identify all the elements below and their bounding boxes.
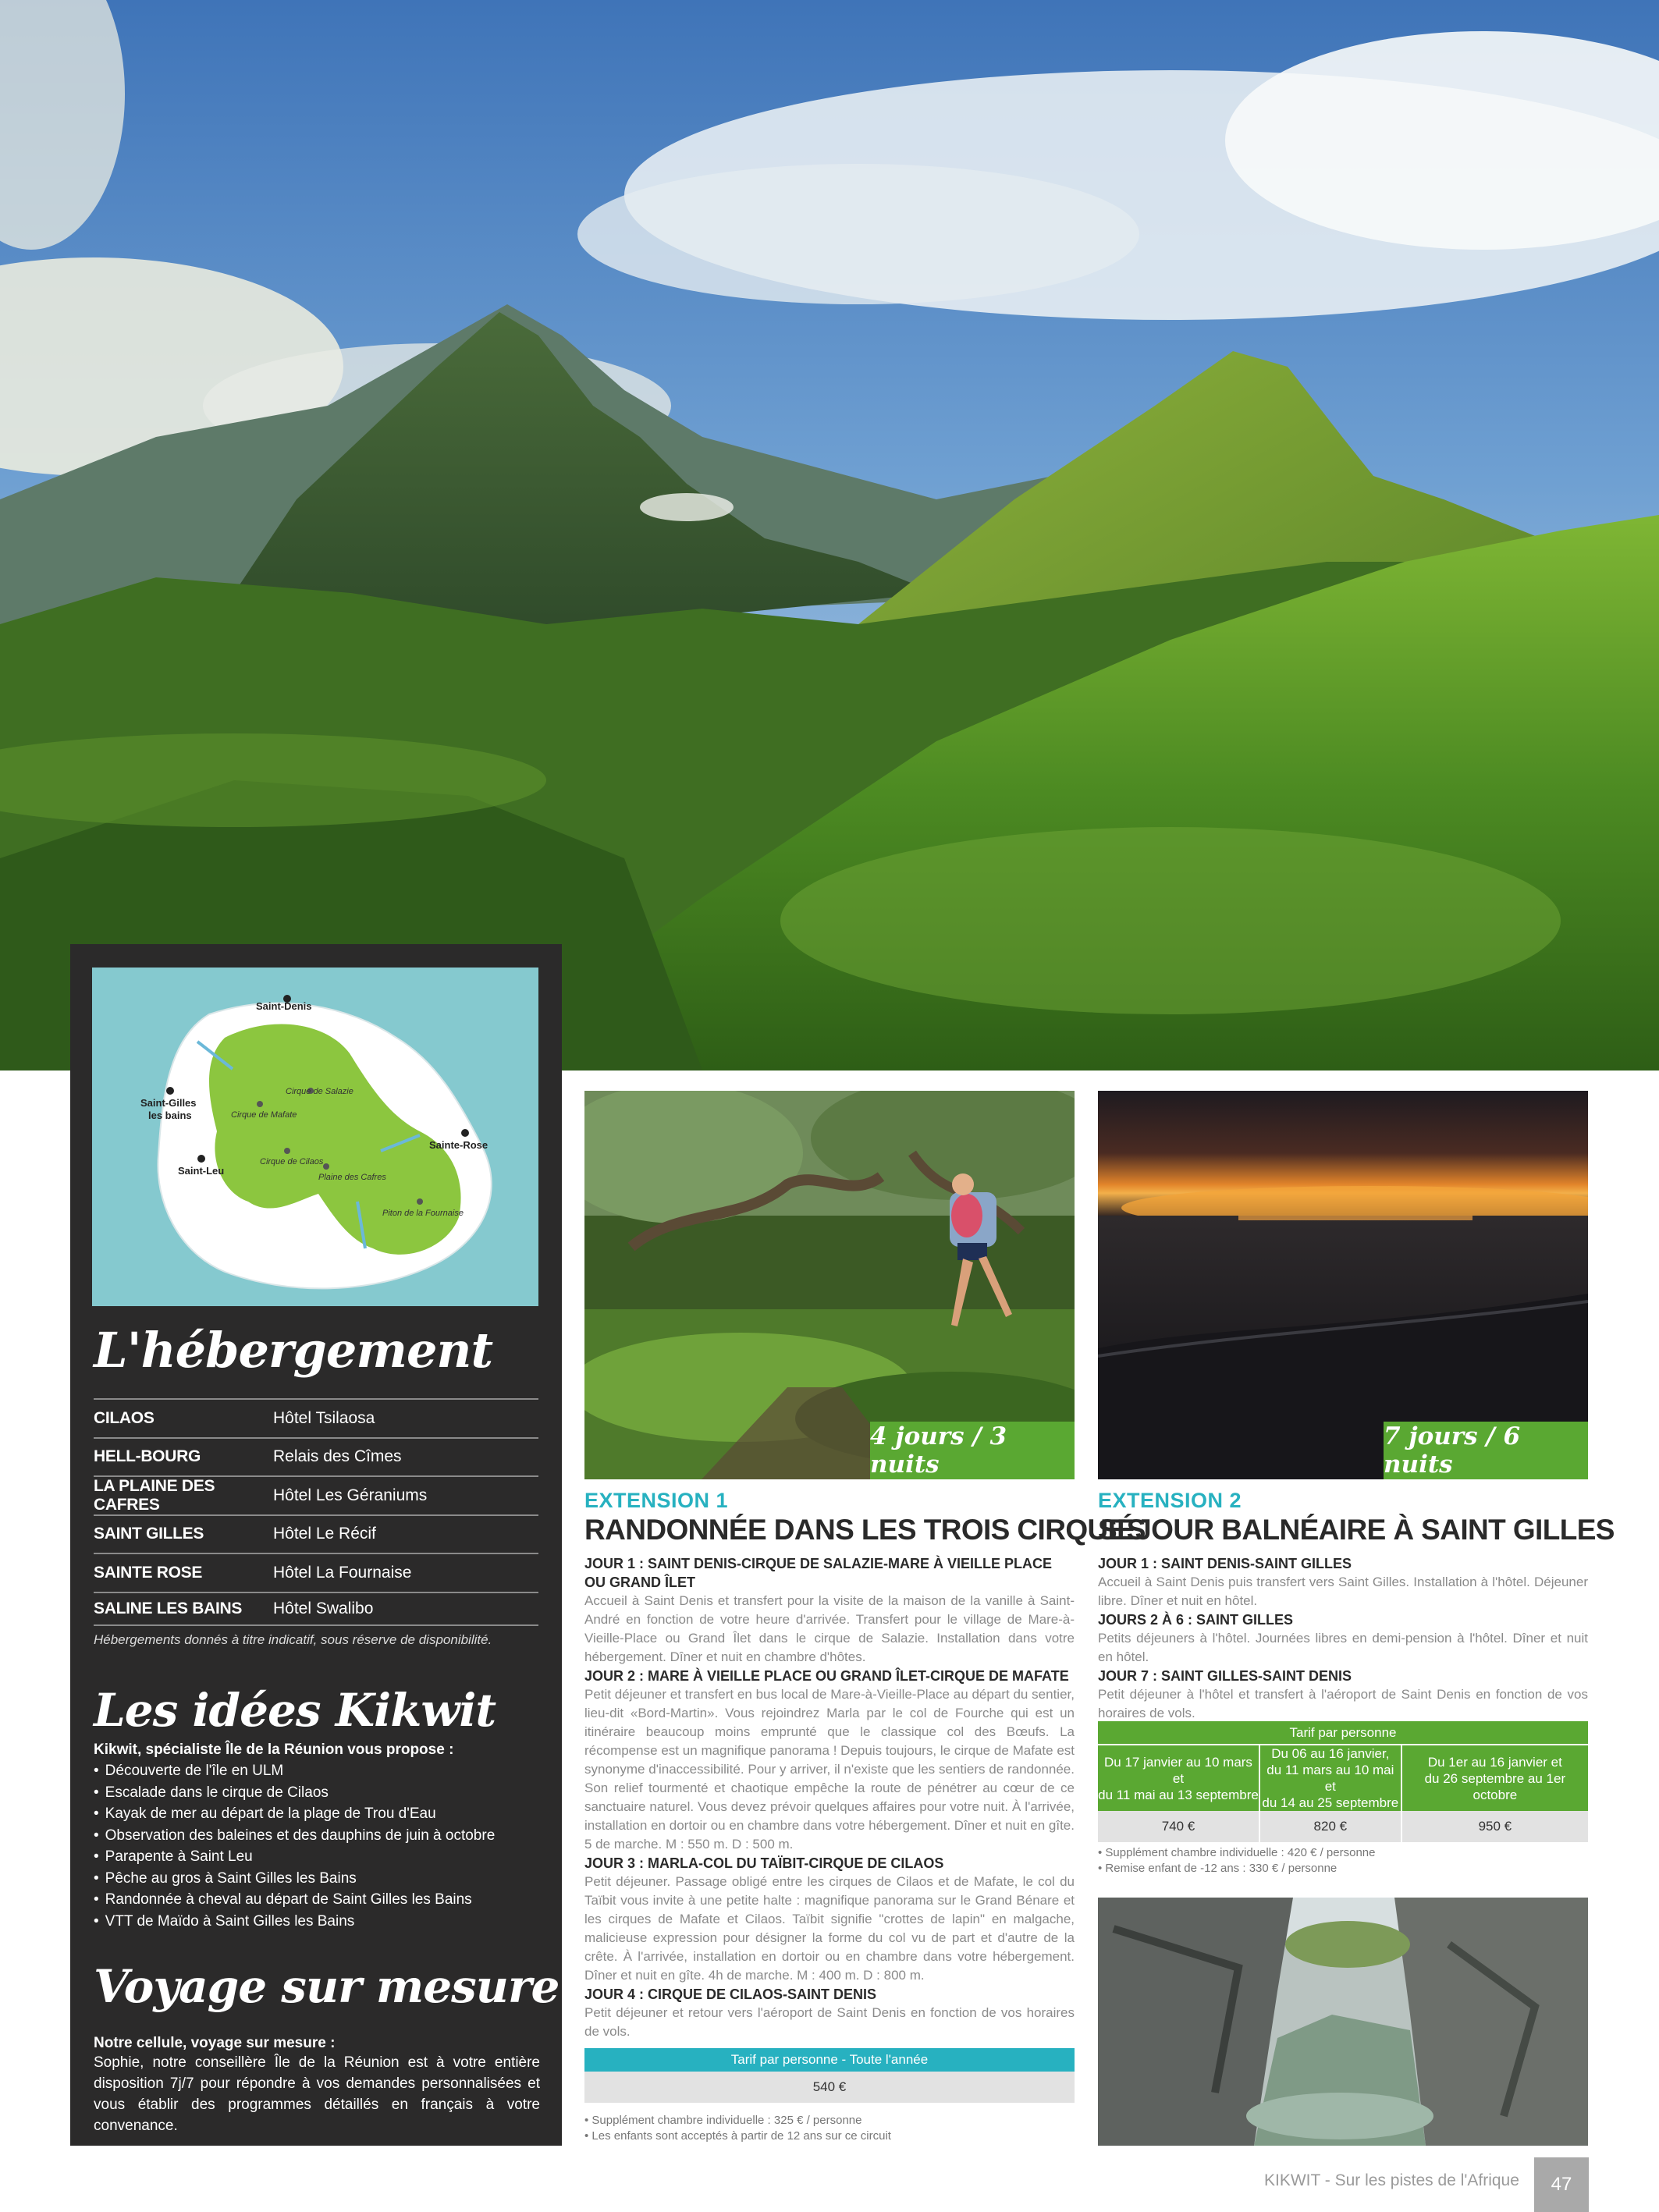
info-panel (70, 944, 562, 2146)
period-cell (1259, 1745, 1401, 1811)
hebergement-title: L'hébergement (94, 1322, 493, 1379)
day-heading: JOUR 7 : SAINT GILLES-SAINT DENIS (1098, 1668, 1352, 1684)
day-heading: JOUR 1 : SAINT DENIS-SAINT GILLES (1098, 1556, 1352, 1571)
period-line: du 11 mai au 13 septembre (1098, 1787, 1259, 1802)
itinerary (584, 1554, 1075, 2041)
hotel-name: Hôtel Swalibo (273, 1599, 374, 1617)
label-sainte-rose: Sainte-Rose (429, 1139, 488, 1151)
hotel-place: SAINTE ROSE (94, 1563, 203, 1582)
price-table (1098, 1721, 1588, 1842)
hotel-row (94, 1516, 538, 1555)
hotel-place: SALINE LES BAINS (94, 1599, 243, 1617)
day-heading: JOUR 3 : MARLA-COL DU TAÏBIT-CIRQUE DE CILAOS (584, 1855, 944, 1871)
extension-label: EXTENSION 1 (584, 1489, 729, 1512)
reunion-map (92, 968, 538, 1306)
list-item: • Parapente à Saint Leu (94, 1846, 495, 1868)
voyage-intro: Notre cellule, voyage sur mesure : (94, 2035, 336, 2051)
gorge-photo (1098, 1898, 1588, 2146)
hotel-place: SAINT GILLES (94, 1525, 204, 1543)
note-line: • Supplément chambre individuelle : 420 € / personne (1098, 1846, 1376, 1859)
tarif-value: 540 € (584, 2072, 1075, 2103)
list-item: • Découverte de l'île en ULM (94, 1760, 495, 1782)
day-text: Accueil à Saint Denis puis transfert vers Saint Gilles. Installation à l'hôtel. Déjeuner libre. Dîner et nuit en hôtel. (1098, 1575, 1588, 1608)
idees-intro: Kikwit, spécialiste Île de la Réunion vous propose : (94, 1742, 454, 1758)
hotel-name: Hôtel Les Géraniums (273, 1486, 428, 1504)
period-cell (1098, 1745, 1259, 1811)
hiking-photo (584, 1091, 1075, 1479)
label-cirque-salazie: Cirque de Salazie (286, 1087, 353, 1096)
label-saint-gilles: Saint-Gilles (140, 1097, 197, 1109)
hotel-row (94, 1477, 538, 1516)
duration-badge: 7 jours / 6 nuits (1384, 1422, 1588, 1479)
day-text: Petits déjeuners à l'hôtel. Journées libres en demi-pension à l'hôtel. Dîner et nuit en hôtel. (1098, 1631, 1588, 1664)
tarif-notes (584, 2113, 1075, 2144)
page-number: 47 (1534, 2157, 1589, 2212)
label-les-bains: les bains (148, 1110, 192, 1121)
itinerary (1098, 1554, 1588, 1723)
list-item: • Escalade dans le cirque de Cilaos (94, 1782, 495, 1804)
list-item: • VTT de Maïdo à Saint Gilles les Bains (94, 1911, 495, 1933)
price-cell: 740 € (1098, 1811, 1259, 1842)
voyage-text: Sophie, notre conseillère Île de la Réunion est à votre entière disposition 7j/7 pour répondre à vos demandes personnalisées et vous établir des programmes détaillés en français à votre convenance. (94, 2054, 540, 2134)
idees-list (94, 1760, 495, 1932)
price-cell: 820 € (1259, 1811, 1401, 1842)
label-piton-fournaise: Piton de la Fournaise (382, 1209, 464, 1218)
label-cirque-mafate: Cirque de Mafate (231, 1110, 297, 1120)
footer-text: KIKWIT - Sur les pistes de l'Afrique (1264, 2171, 1519, 2189)
day-heading: JOUR 1 : SAINT DENIS-CIRQUE DE SALAZIE-MARE À VIEILLE PLACE OU GRAND ÎLET (584, 1556, 1053, 1590)
price-cell: 950 € (1401, 1811, 1588, 1842)
hotel-name: Hôtel Tsilaosa (273, 1408, 375, 1427)
voyage-title: Voyage sur mesure (94, 1960, 560, 2013)
hotel-name: Hôtel La Fournaise (273, 1563, 412, 1582)
list-item: • Kayak de mer au départ de la plage de Trou d'Eau (94, 1803, 495, 1825)
hotel-row (94, 1593, 538, 1626)
period-line: Du 06 au 16 janvier, (1271, 1746, 1390, 1761)
tarif-header: Tarif par personne - Toute l'année (584, 2048, 1075, 2072)
day-text: Petit déjeuner et retour vers l'aéroport de Saint Denis en fonction de vos horaires de vols. (584, 2005, 1075, 2039)
list-item: • Randonnée à cheval au départ de Saint Gilles les Bains (94, 1889, 495, 1911)
sunset-photo (1098, 1091, 1588, 1479)
day-heading: JOUR 4 : CIRQUE DE CILAOS-SAINT DENIS (584, 1987, 877, 2002)
extension-label: EXTENSION 2 (1098, 1489, 1242, 1512)
label-saint-leu: Saint-Leu (178, 1165, 225, 1177)
day-text: Petit déjeuner. Passage obligé entre les cirques de Cilaos et de Mafate, le col du Taïbit vous invite à une petite halte : magnifique panorama sur le Grand Bénare et les cirques de Mafate et Cilaos. Taïbit signifie "crottes de lapin" en malgache, malicieuse expression pour désigner la forme du col vu de part et d'autre de la crête. À l'arrivée, installation en dortoir ou en chambre dans votre hébergement. Dîner et nuit en gîte. 4h de marche. M : 400 m. D : 800 m. (584, 1874, 1075, 1983)
period-line: du 26 septembre au 1er octobre (1424, 1770, 1566, 1802)
price-table (584, 2048, 1075, 2103)
idees-title: Les idées Kikwit (94, 1684, 496, 1737)
hotel-place: LA PLAINE DES CAFRES (94, 1476, 215, 1514)
hotel-table (94, 1398, 538, 1626)
day-heading: JOURS 2 À 6 : SAINT GILLES (1098, 1612, 1294, 1628)
sainte-rose-dot (461, 1129, 469, 1137)
note-line: • Les enfants sont acceptés à partir de 12 ans sur ce circuit (584, 2129, 891, 2143)
day-text: Petit déjeuner et transfert en bus local de Mare-à-Vieille-Place au départ du sentier, lieu-dit «Bord-Martin». Vous rejoindrez Marla par le col de Fourche qui est un itinéraire beaucoup moins emprunté que le classique col des Bœufs. La récompense est un magnifique panorama ! Depuis toujours, le cirque de Mafate est synonyme d'inaccessibilité. Pour y arriver, il n'existe que les sentiers de randonnée. Son relief tourmenté et chaotique empêche la route de pénétrer au cœur de ce sanctuaire naturel. Vous devez prévoir quelques affaires pour votre nuit. À l'arrivée, installation en dortoir ou en chambre dans votre hébergement. Dîner et nuit en gîte. 5 de marche. M : 550 m. D : 500 m. (584, 1687, 1075, 1852)
hotel-row (94, 1554, 538, 1593)
tarif-header: Tarif par personne (1098, 1721, 1588, 1745)
note-line: • Remise enfant de -12 ans : 330 € / personne (1098, 1862, 1338, 1875)
hotel-name: Relais des Cîmes (273, 1447, 402, 1466)
tarif-notes (1098, 1845, 1588, 1876)
period-line: Du 1er au 16 janvier et (1427, 1754, 1562, 1770)
label-cirque-cilaos: Cirque de Cilaos (260, 1157, 324, 1166)
hotel-row (94, 1400, 538, 1439)
hebergement-note: Hébergements donnés à titre indicatif, sous réserve de disponibilité. (94, 1632, 492, 1647)
saint-leu-dot (197, 1155, 205, 1163)
note-line: • Supplément chambre individuelle : 325 € / personne (584, 2114, 862, 2127)
label-saint-denis: Saint-Denis (256, 1000, 312, 1012)
extension-title: SÉJOUR BALNÉAIRE À SAINT GILLES (1098, 1514, 1615, 1546)
period-line: du 11 mars au 10 mai et (1266, 1763, 1394, 1794)
hotel-row (94, 1439, 538, 1478)
day-text: Accueil à Saint Denis et transfert pour la visite de la maison de la vanille à Saint-André en fonction de votre heure d'arrivée. Transfert pour le village de Mare-à-Vieille-Place ou Grand Îlet dans le cirque de Salazie. Installation dans votre hébergement. Dîner et nuit en chambre d'hôtes. (584, 1593, 1075, 1664)
day-text: Petit déjeuner à l'hôtel et transfert à l'aéroport de Saint Denis en fonction de vos horaires de vols. (1098, 1687, 1588, 1720)
period-line: du 14 au 25 septembre (1262, 1795, 1399, 1810)
saint-gilles-dot (166, 1087, 174, 1095)
hero-mountain-photo (0, 0, 1659, 1070)
hotel-name: Hôtel Le Récif (273, 1525, 376, 1543)
period-cell (1401, 1745, 1588, 1811)
period-line: Du 17 janvier au 10 mars et (1104, 1754, 1252, 1786)
duration-badge: 4 jours / 3 nuits (870, 1422, 1075, 1479)
label-plaine-cafres: Plaine des Cafres (318, 1173, 386, 1182)
extension-title: RANDONNÉE DANS LES TROIS CIRQUES (584, 1514, 1146, 1546)
list-item: • Pêche au gros à Saint Gilles les Bains (94, 1868, 495, 1890)
list-item: • Observation des baleines et des dauphins de juin à octobre (94, 1825, 495, 1847)
hotel-place: HELL-BOURG (94, 1447, 201, 1466)
hotel-place: CILAOS (94, 1408, 155, 1427)
day-heading: JOUR 2 : MARE À VIEILLE PLACE OU GRAND ÎLET-CIRQUE DE MAFATE (584, 1668, 1069, 1684)
